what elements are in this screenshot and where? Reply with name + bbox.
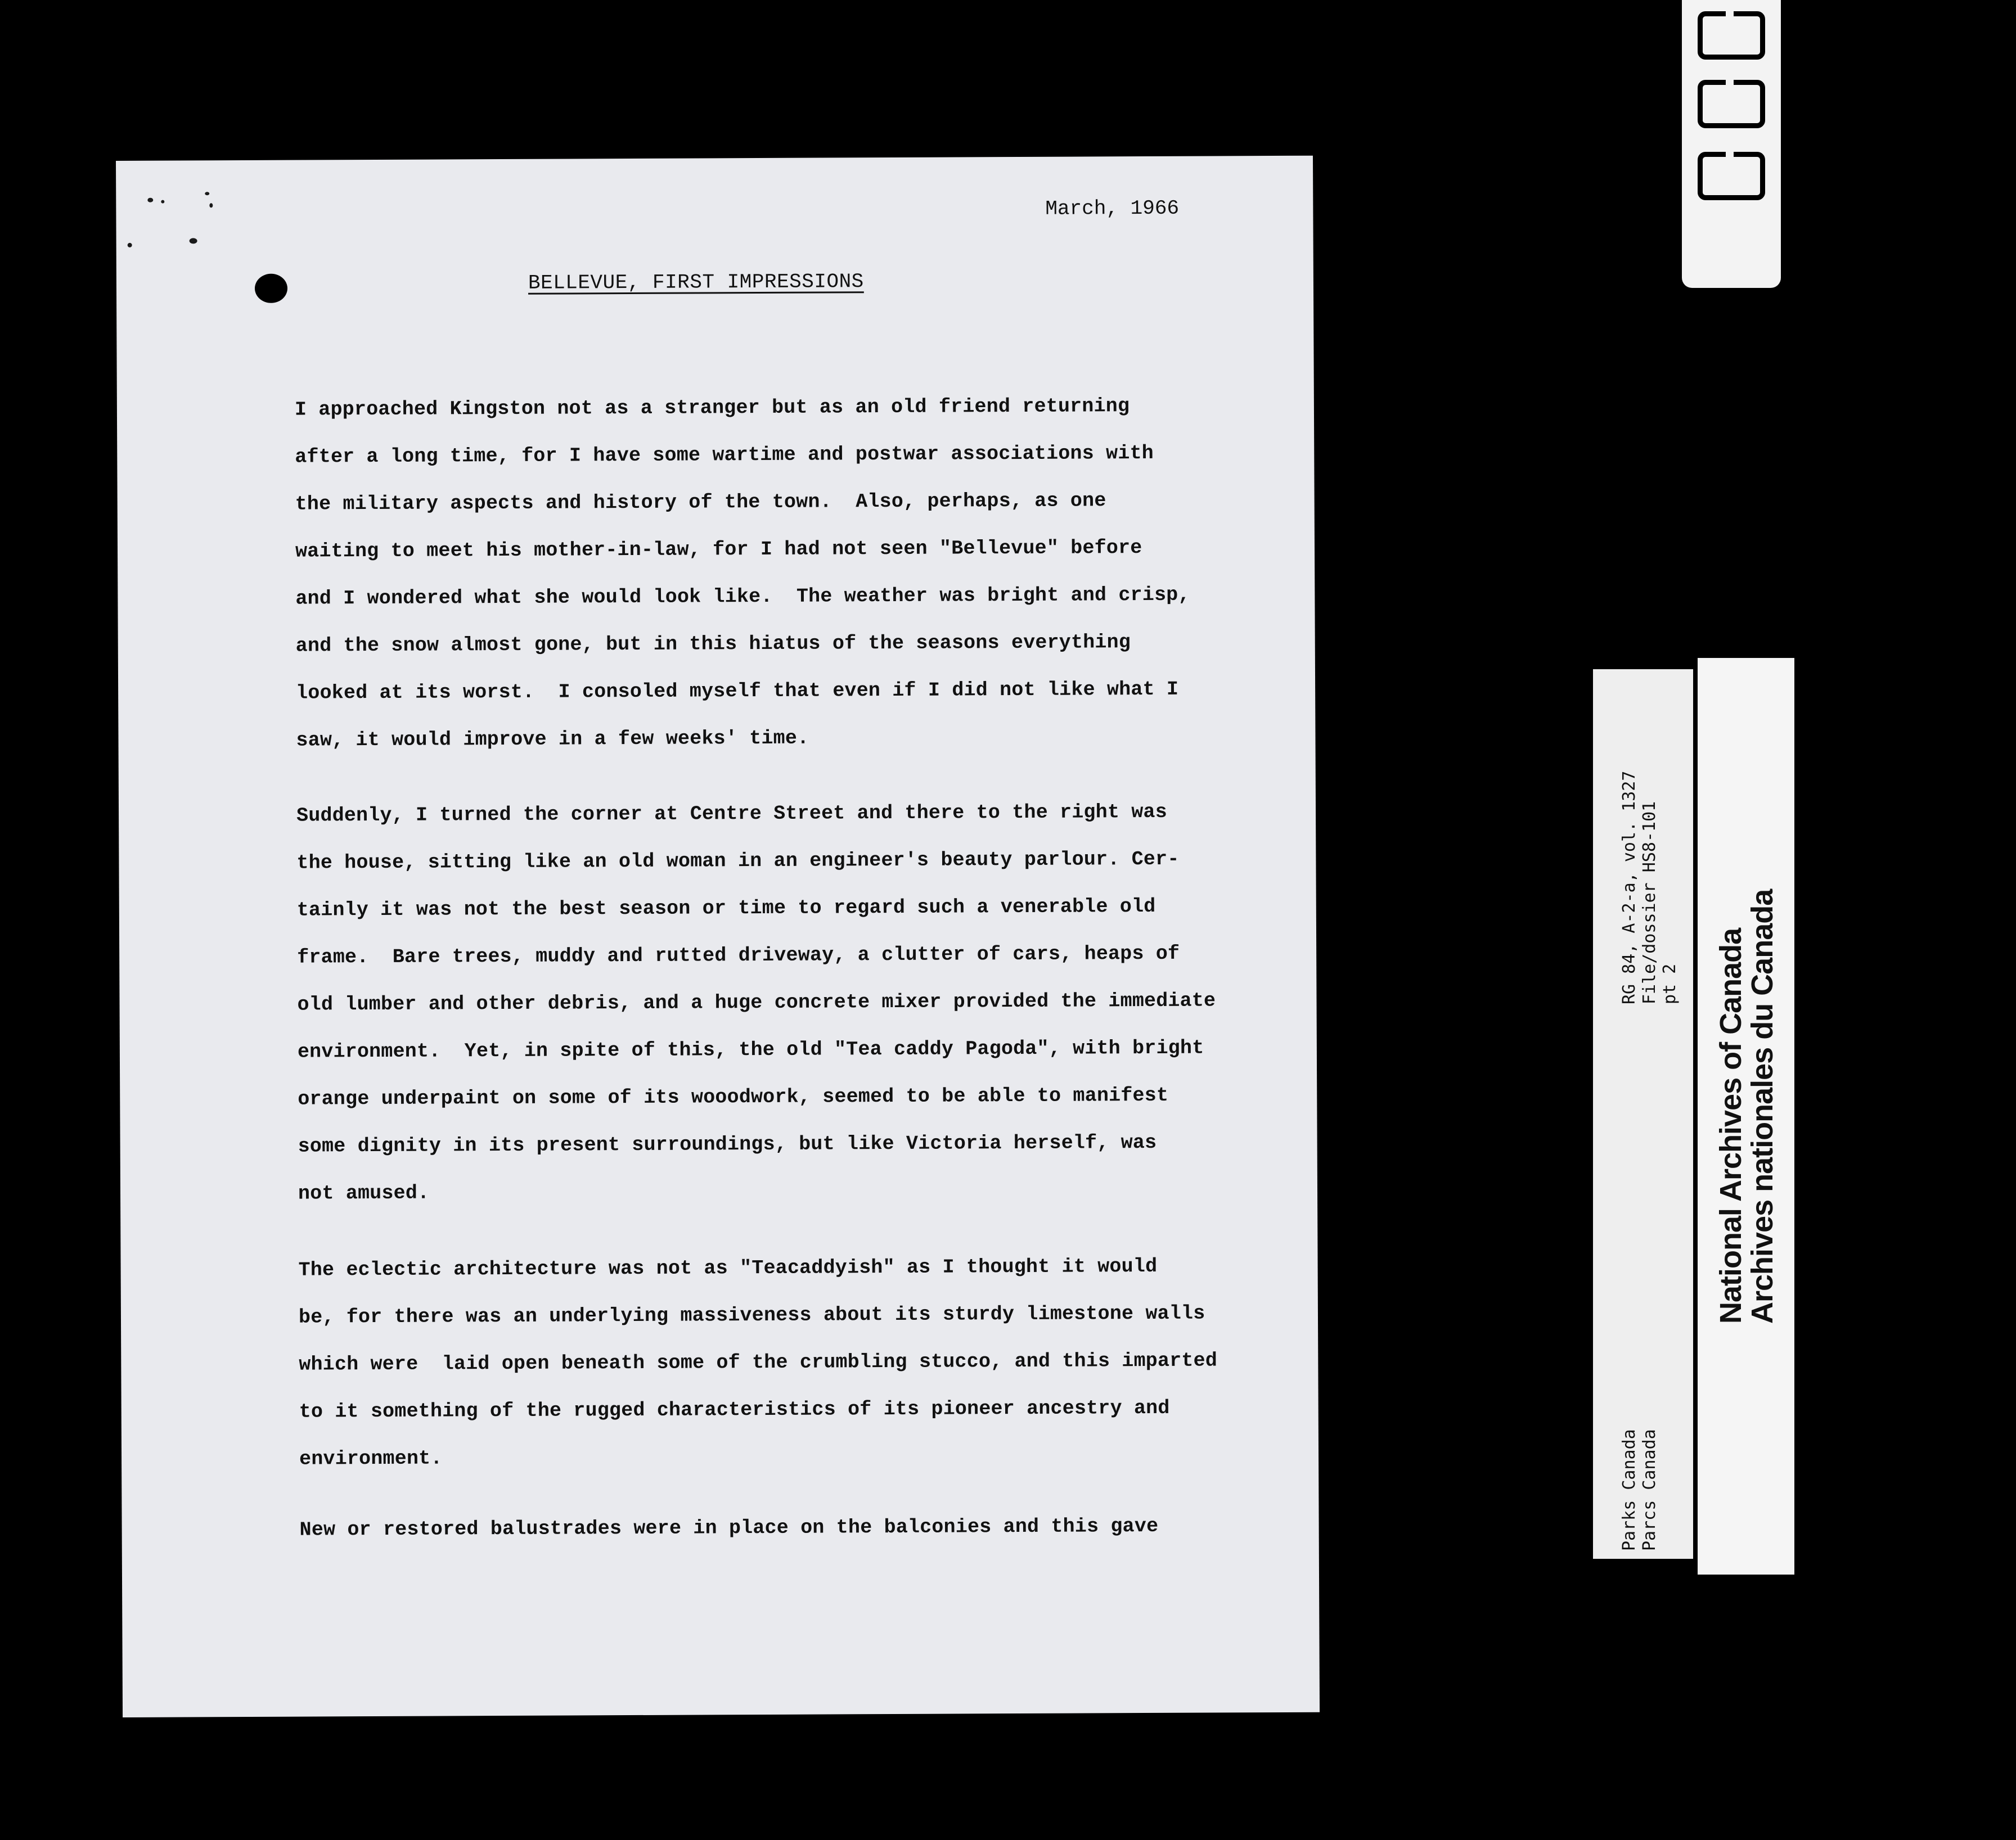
text-line: to it something of the rugged characteristics of its pioneer ancestry and xyxy=(299,1396,1170,1423)
text-line: environment. xyxy=(299,1447,443,1471)
text-line: be, for there was an underlying massiveness about its sturdy limestone walls xyxy=(298,1302,1205,1329)
paragraph-3 xyxy=(298,1242,1233,1482)
punch-hole xyxy=(255,274,287,303)
agency-line-2: Parcs Canada xyxy=(1640,1429,1659,1551)
reference-line-2: File/dossier HS8-101 xyxy=(1640,801,1659,1004)
text-line: orange underpaint on some of its wooodwork, seemed to be able to manifest xyxy=(298,1084,1169,1111)
reference-label xyxy=(1593,669,1693,1559)
text-line: I approached Kingston not as a stranger but as an old friend returning xyxy=(294,395,1130,421)
archives-line-1: National Archives of Canada xyxy=(1714,928,1748,1324)
archives-label xyxy=(1698,658,1794,1575)
frame-glyph xyxy=(1698,11,1765,60)
text-line: which were laid open beneath some of the crumbling stucco, and this imparted xyxy=(299,1349,1218,1376)
text-line: saw, it would improve in a few weeks' time. xyxy=(296,727,809,752)
text-line: The eclectic architecture was not as "Teacaddyish" as I thought it would xyxy=(298,1255,1158,1282)
text-line: after a long time, for I have some wartime and postwar associations with xyxy=(295,441,1154,468)
text-line: the military aspects and history of the town. Also, perhaps, as one xyxy=(295,489,1106,516)
text-line: New or restored balustrades were in place on the balconies and this gave xyxy=(299,1514,1159,1541)
text-line: environment. Yet, in spite of this, the old "Tea caddy Pagoda", with bright xyxy=(297,1036,1204,1063)
text-line: waiting to meet his mother-in-law, for I had not seen "Bellevue" before xyxy=(295,536,1142,563)
text-line: and I wondered what she would look like. The weather was bright and crisp, xyxy=(295,583,1190,610)
text-line: tainly it was not the best season or time to regard such a venerable old xyxy=(296,895,1156,922)
film-frame-marker xyxy=(1682,0,1781,288)
text-line: and the snow almost gone, but in this hiatus of the seasons everything xyxy=(295,631,1131,657)
text-line: Suddenly, I turned the corner at Centre Street and there to the right was xyxy=(296,800,1168,827)
reference-line-3: pt 2 xyxy=(1660,963,1680,1004)
paragraph-1 xyxy=(295,382,1230,764)
text-line: the house, sitting like an old woman in an engineer's beauty parlour. Cer- xyxy=(296,847,1180,874)
document-title: BELLEVUE, FIRST IMPRESSIONS xyxy=(528,270,864,295)
paragraph-4 xyxy=(299,1502,1233,1553)
document-page xyxy=(116,156,1320,1717)
text-line: frame. Bare trees, muddy and rutted driveway, a clutter of cars, heaps of xyxy=(297,942,1180,969)
reference-line-1: RG 84, A-2-a, vol. 1327 xyxy=(1619,770,1639,1004)
paragraph-2 xyxy=(296,788,1232,1217)
frame-glyph xyxy=(1698,152,1765,200)
archives-line-2: Archives nationales du Canada xyxy=(1745,889,1779,1324)
document-date: March, 1966 xyxy=(1045,196,1180,220)
specks xyxy=(147,198,153,202)
text-line: not amused. xyxy=(298,1181,430,1205)
text-line: some dignity in its present surroundings, but like Victoria herself, was xyxy=(298,1131,1157,1158)
agency-line-1: Parks Canada xyxy=(1619,1429,1639,1551)
text-line: old lumber and other debris, and a huge concrete mixer provided the immediate xyxy=(297,989,1216,1016)
frame-glyph xyxy=(1698,80,1765,128)
text-line: looked at its worst. I consoled myself that even if I did not like what I xyxy=(296,678,1179,705)
